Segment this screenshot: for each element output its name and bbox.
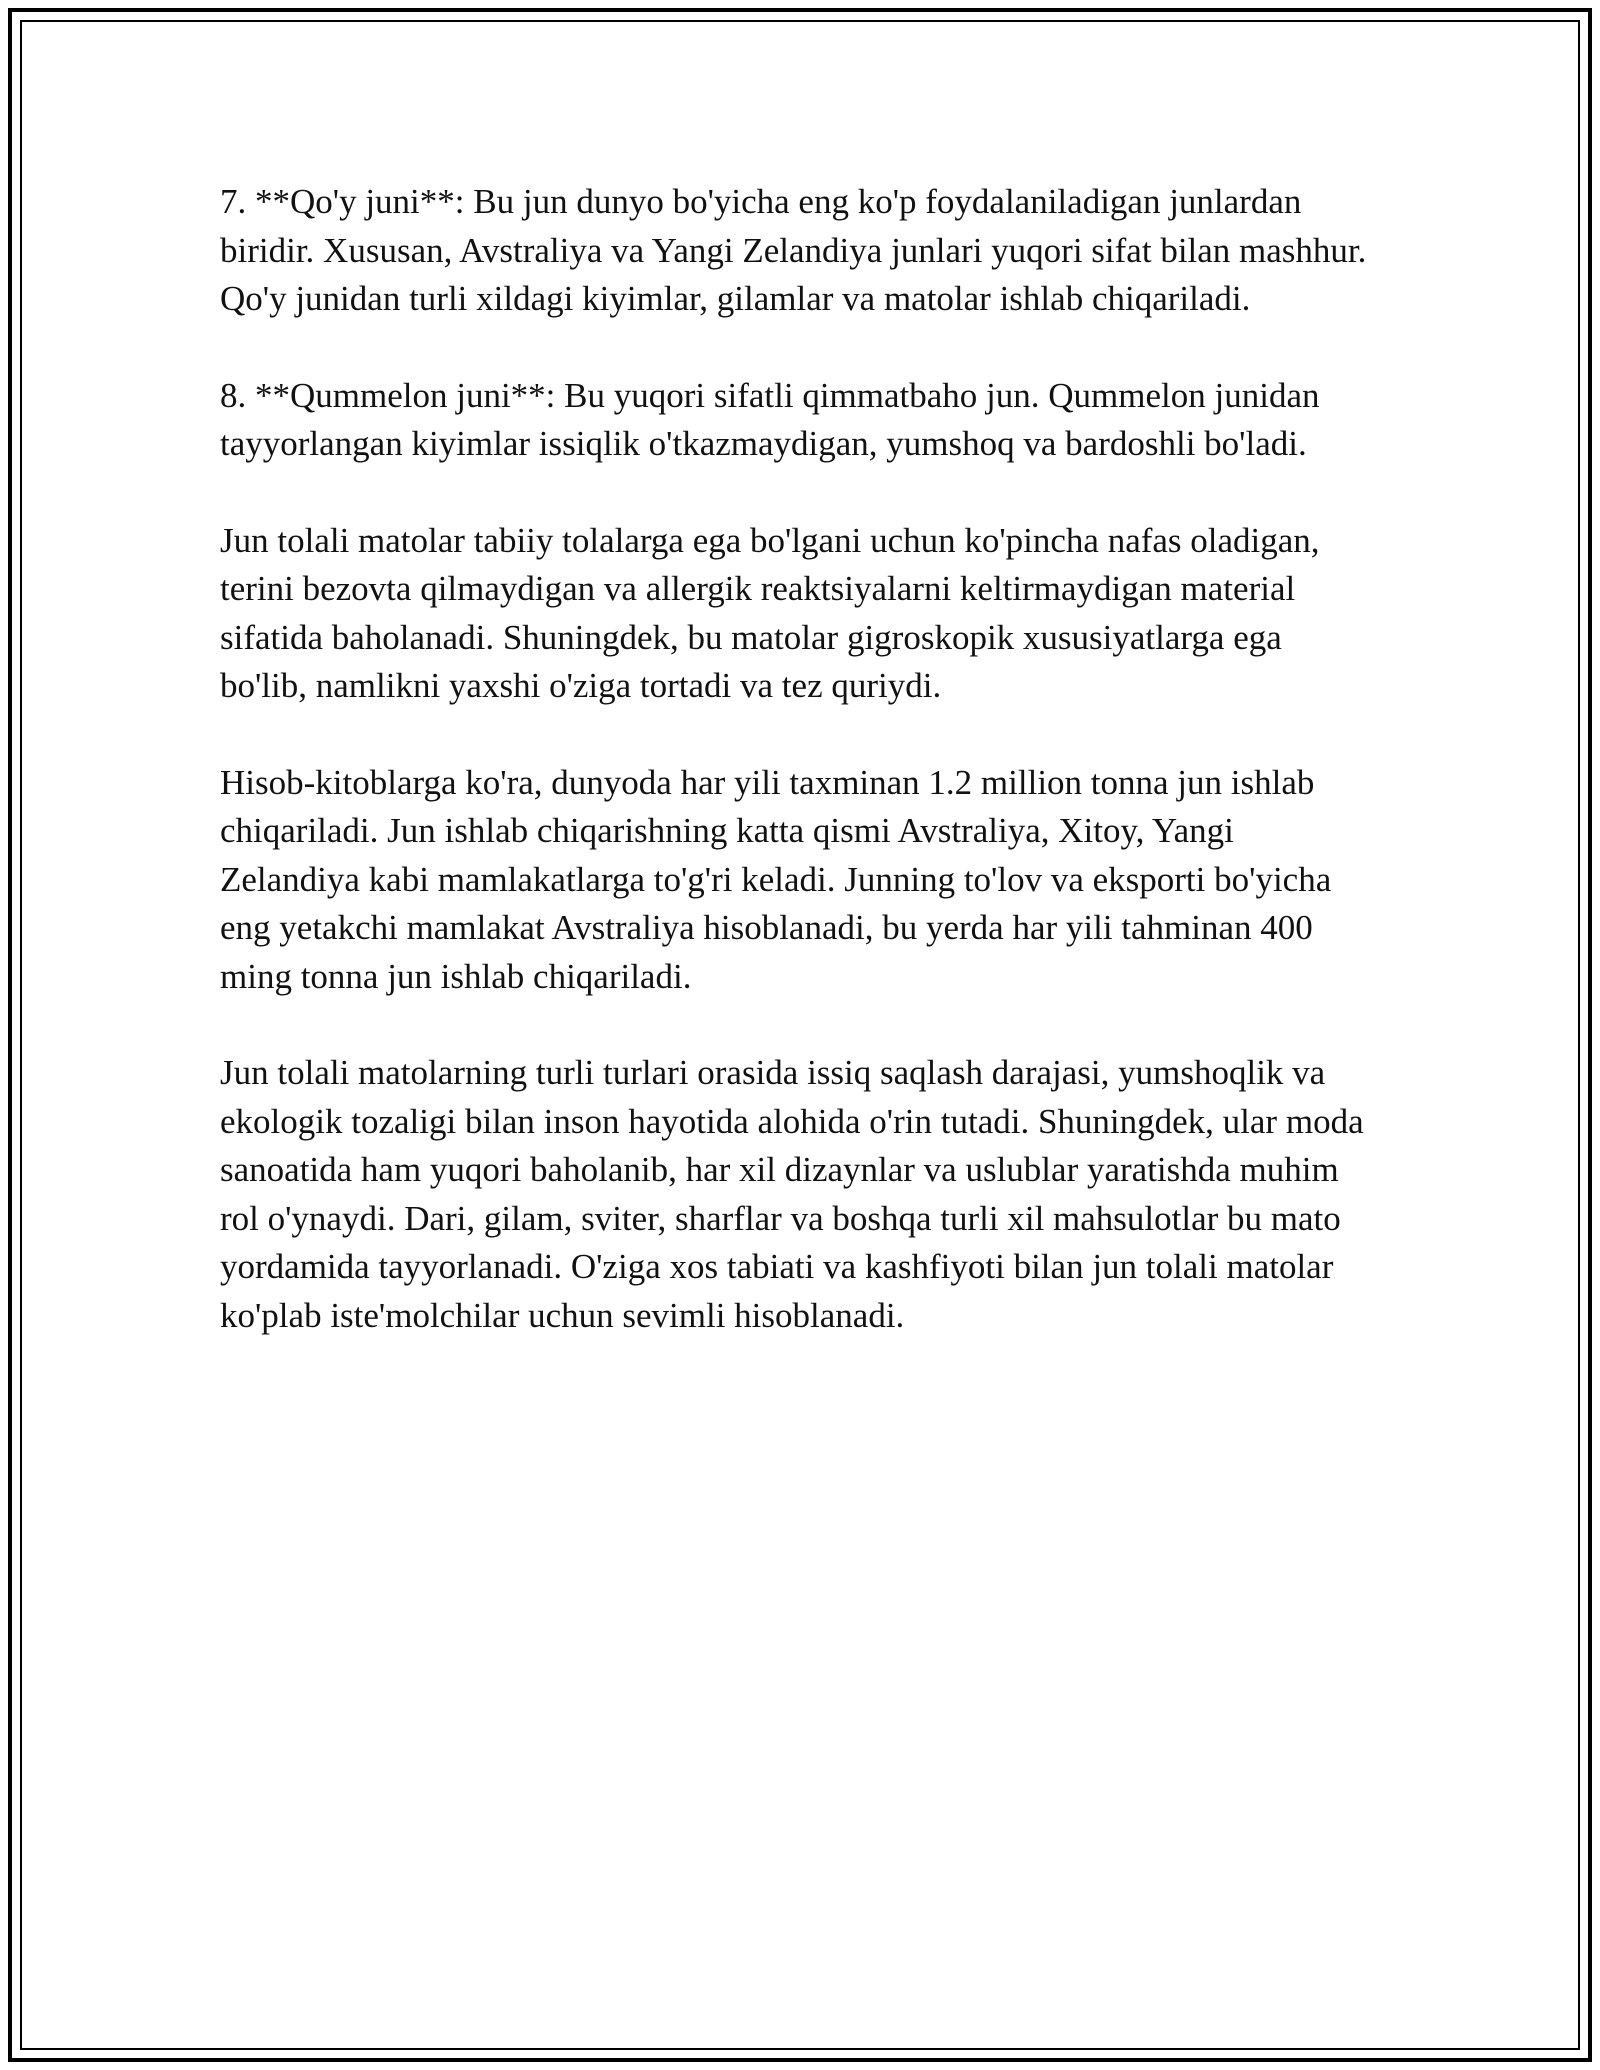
paragraph-qummelon-juni: 8. **Qummelon juni**: Bu yuqori sifatli qimmatbaho jun. Qummelon junidan tayyorlangan kiyimlar issiqlik o'tkazmaydigan, yumshoq va bardoshli bo'ladi. (220, 375, 1320, 463)
paragraph-conclusion: Jun tolali matolarning turli turlari orasida issiq saqlash darajasi, yumshoqlik va ekologik tozaligi bilan inson hayotida alohida o'rin tutadi. Shuningdek, ular moda sanoatida ham yuqori baholanib, har xil dizaynlar va uslublar yaratishda muhim rol o'ynaydi. Dari, gilam, sviter, sharflar va boshqa turli xil mahsulotlar bu mato yordamida tayyorlanadi. O'ziga xos tabiati va kashfiyoti bilan jun tolali matolar ko'plab iste'molchilar uchun sevimli hisoblanadi. (220, 1053, 1364, 1335)
paragraph-qoy-juni: 7. **Qo'y juni**: Bu jun dunyo bo'yicha eng ko'p foydalaniladigan junlardan biridir. Xususan, Avstraliya va Yangi Zelandiya junlari yuqori sifat bilan mashhur. Qo'y junidan turli xildagi kiyimlar, gilamlar va matolar ishlab chiqariladi. (220, 182, 1367, 318)
paragraph-properties: Jun tolali matolar tabiiy tolalarga ega bo'lgani uchun ko'pincha nafas oladigan, terini bezovta qilmaydigan va allergik reaktsiyalarni keltirmaydigan material sifatida baholanadi. Shuningdek, bu matolar gigroskopik xususiyatlarga ega bo'lib, namlikni yaxshi o'ziga tortadi va tez quriydi. (220, 520, 1320, 705)
paragraph-production: Hisob-kitoblarga ko'ra, dunyoda har yili taxminan 1.2 million tonna jun ishlab chiqariladi. Jun ishlab chiqarishning katta qismi Avstraliya, Xitoy, Yangi Zelandiya kabi mamlakatlarga to'g'ri keladi. Junning to'lov va eksporti bo'yicha eng yetakchi mamlakat Avstraliya hisoblanadi, bu yerda har yili tahminan 400 ming tonna jun ishlab chiqariladi. (220, 762, 1332, 996)
document-body (220, 178, 1370, 1388)
